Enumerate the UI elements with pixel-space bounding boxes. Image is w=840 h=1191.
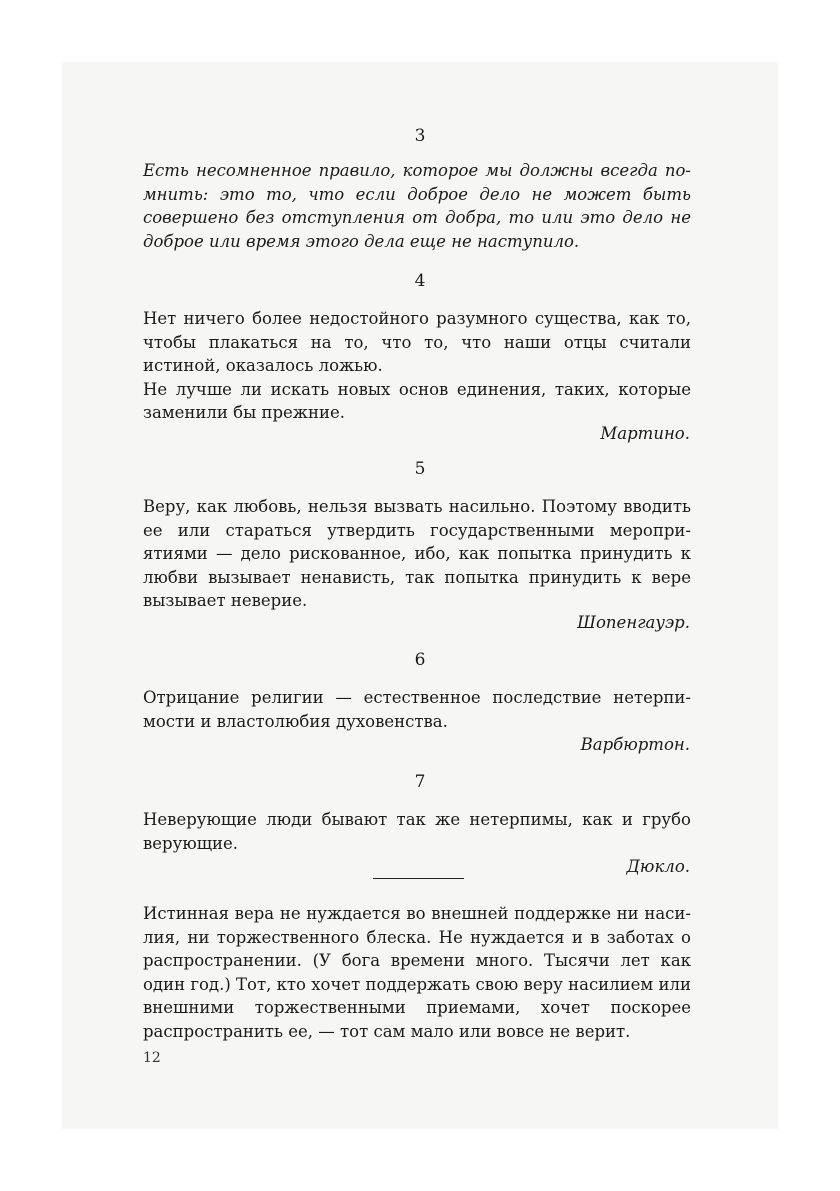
author-schopenhauer: Шопенгауэр. <box>577 613 690 632</box>
page-number: 12 <box>143 1050 161 1066</box>
section-divider <box>373 878 464 879</box>
section-3-text <box>143 159 691 253</box>
closing-text-block <box>143 902 691 1043</box>
author-duclos: Дюкло. <box>626 857 690 876</box>
section-4-paragraph-2: Не лучше ли искать новых основ единения, таких, которые заменили бы прежние. <box>143 379 691 422</box>
section-4-text <box>143 307 691 425</box>
author-warburton: Варбюртон. <box>580 735 690 754</box>
section-number-6: 6 <box>414 650 426 670</box>
section-7-text <box>143 808 691 855</box>
section-5-paragraph: Веру, как любовь, нельзя вызвать насильно. Поэтому вводить ее или стараться утвердить государственными мероприятиями — дело рискованное, ибо, как попытка принудить к любви вызывает ненависть, так попытка принудить к вере вызывает неверие. <box>143 497 691 610</box>
section-number-7: 7 <box>414 772 426 792</box>
author-martino: Мартино. <box>600 424 690 443</box>
section-6-text <box>143 686 691 733</box>
section-number-3: 3 <box>414 126 426 146</box>
section-6-paragraph: Отрицание религии — естественное последствие нетерпимости и властолюбия духовенства. <box>143 688 691 731</box>
section-number-5: 5 <box>414 459 426 479</box>
section-3-paragraph: Есть несомненное правило, которое мы должны всегда помнить: это то, что если доброе дело не может быть совершено без отступления от добра, то или это дело не доброе или время этого дела еще не наступило. <box>143 161 691 251</box>
section-5-text <box>143 495 691 613</box>
section-7-paragraph: Неверующие люди бывают так же нетерпимы, как и грубо верующие. <box>143 810 691 853</box>
section-4-paragraph-1: Нет ничего более недостойного разумного существа, как то, чтобы плакаться на то, что то, что наши отцы считали истиной, оказалось ложью. <box>143 309 691 375</box>
section-number-4: 4 <box>414 271 426 291</box>
closing-paragraph: Истинная вера не нуждается во внешней поддержке ни насилия, ни торжественного блеска. Не нуждается и в заботах о распространении. (У бога времени много. Тысячи лет как один год.) Тот, кто хочет поддержать свою веру насилием или внешними торжественными приемами, хочет поскорее распространить ее, — тот сам мало или вовсе не верит. <box>143 904 691 1041</box>
